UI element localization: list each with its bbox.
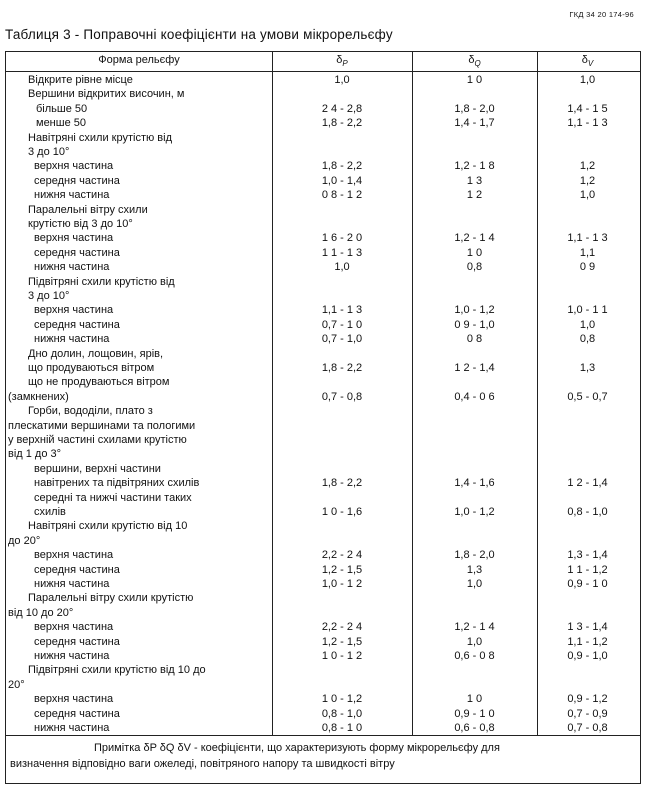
delta-q-value: 0 8	[466, 333, 483, 346]
delta-v-value: 0,9 - 1,0	[567, 650, 608, 662]
table-row	[6, 721, 636, 735]
delta-p-value: 0,8 - 1,0	[321, 707, 363, 720]
delta-v-value: 0,9 - 1,2	[567, 693, 608, 706]
row-label: середня частина	[34, 318, 120, 331]
table-row	[6, 419, 636, 433]
delta-q-value: 1,2 - 1 4	[454, 621, 495, 634]
table-row	[6, 404, 636, 418]
delta-q-value: 1,4 - 1,7	[454, 117, 495, 130]
delta-p-value: 1,2 - 1,5	[321, 563, 363, 576]
table-row	[6, 116, 636, 130]
row-label: верхня частина	[34, 549, 114, 562]
delta-v-value: 1 1 - 1,2	[567, 563, 608, 576]
row-label: від 10 до 20°	[8, 606, 74, 619]
row-label: плескатими вершинами та пологими	[8, 419, 196, 432]
table-row	[6, 577, 636, 591]
delta-q-value: 1,4 - 1,6	[454, 477, 495, 490]
row-label: середня частина	[34, 707, 120, 720]
row-label: схилів	[34, 506, 66, 518]
table-row	[6, 260, 636, 274]
delta-q-value: 1 0	[466, 693, 483, 706]
row-label: 20°	[8, 678, 25, 691]
delta-q-value: 0,6 - 0,8	[454, 722, 495, 734]
table-row	[6, 433, 636, 447]
delta-v-value: 0,8	[579, 333, 596, 346]
row-label: середні та нижчі частини таких	[34, 491, 192, 504]
delta-p-value: 1,1 - 1 3	[321, 304, 363, 317]
delta-p-value: 0,7 - 1,0	[321, 333, 363, 346]
table-row	[6, 246, 636, 260]
row-label: (замкнених)	[8, 390, 69, 403]
table-row	[6, 462, 636, 476]
delta-q-value: 1 2 - 1,4	[454, 362, 495, 374]
row-label: нижня частина	[34, 333, 110, 346]
delta-q-value: 1 3	[466, 174, 483, 187]
delta-v-value: 1,1 - 1,2	[567, 635, 608, 648]
table-row	[6, 347, 636, 361]
table-row	[6, 447, 636, 461]
row-label: від 1 до 3°	[8, 448, 62, 461]
table-title: Таблиця 3 - Поправочні коефіцієнти на умови мікрорельєфу	[5, 27, 393, 42]
delta-p-value: 2,2 - 2 4	[321, 549, 363, 562]
row-label: Навітряні схили крутістю від 10	[28, 520, 188, 533]
row-label: верхня частина	[34, 693, 114, 706]
table-row	[6, 649, 636, 663]
table-row	[6, 159, 636, 173]
delta-v-value: 1,2	[579, 174, 596, 187]
row-label: Паралельні вітру схили крутістю	[28, 592, 194, 605]
delta-v-value: 0 9	[579, 261, 596, 274]
delta-q-value: 1,0	[466, 635, 483, 648]
delta-p-value: 1 0 - 1 2	[321, 650, 363, 662]
delta-v-value: 1,0	[579, 74, 596, 86]
delta-p-value: 0 8 - 1 2	[321, 189, 363, 202]
row-label: Вершини відкритих височин, м	[28, 88, 185, 101]
delta-p-value: 1,0 - 1 2	[321, 578, 363, 590]
table-row	[6, 275, 636, 289]
delta-q-value: 1 0	[466, 74, 483, 86]
delta-q-value: 1 2	[466, 189, 483, 202]
delta-v-value: 0,9 - 1 0	[567, 578, 608, 590]
delta-p-value: 1 0 - 1,6	[321, 506, 363, 518]
delta-v-value: 1,3	[579, 362, 596, 374]
table-row	[6, 707, 636, 721]
coefficients-table	[5, 51, 641, 784]
row-label: Навітряні схили крутістю від	[28, 131, 173, 144]
delta-p-value: 1,0	[334, 261, 350, 274]
delta-q-value: 0,4 - 0 6	[454, 390, 495, 403]
delta-v-value: 1,0 - 1 1	[567, 304, 608, 317]
table-row	[6, 188, 636, 202]
row-label: Паралельні вітру схили	[28, 203, 148, 216]
row-label: Дно долин, лощовин, ярів,	[28, 347, 164, 360]
table-row	[6, 145, 636, 159]
table-row	[6, 361, 636, 375]
delta-p-value: 0,7 - 0,8	[321, 390, 363, 403]
row-label: нижня частина	[34, 578, 110, 590]
delta-p-value: 1,8 - 2,2	[321, 362, 363, 374]
delta-p-value: 2,2 - 2 4	[321, 621, 363, 634]
delta-v-value: 0,7 - 0,9	[567, 707, 608, 720]
delta-p-value: 2 4 - 2,8	[321, 102, 363, 115]
table-row	[6, 318, 636, 332]
delta-v-value: 0,7 - 0,8	[567, 722, 608, 734]
row-label: нижня частина	[34, 722, 110, 734]
delta-p-value: 1 6 - 2 0	[321, 232, 363, 245]
row-label: середня частина	[34, 635, 120, 648]
row-label: нижня частина	[34, 650, 110, 662]
table-row	[6, 591, 636, 605]
table-row	[6, 73, 636, 87]
delta-q-value: 0 9 - 1,0	[454, 318, 495, 331]
row-label: Підвітряні схили крутістю від 10 до	[28, 664, 206, 677]
row-label: що продуваються вітром	[28, 362, 155, 374]
table-row	[6, 390, 636, 404]
delta-p-value: 1,8 - 2,2	[321, 117, 363, 130]
row-label: верхня частина	[34, 160, 114, 173]
table-row	[6, 663, 636, 677]
row-label: Горби, вододіли, плато з	[28, 405, 153, 418]
header-divider	[6, 71, 640, 72]
header-form: Форма рельєфу	[98, 54, 180, 66]
row-label: до 20°	[8, 534, 41, 547]
row-label: більше 50	[36, 102, 88, 115]
table-row	[6, 174, 636, 188]
table-row	[6, 217, 636, 231]
delta-p-value: 1 1 - 1 3	[321, 246, 363, 259]
table-row	[6, 548, 636, 562]
row-label: крутістю від 3 до 10°	[28, 218, 133, 230]
delta-q-value: 1 0	[466, 246, 483, 259]
table-row	[6, 620, 636, 634]
note-line-2: визначення відповідно ваги ожеледі, повітряного напору та швидкості вітру	[10, 758, 395, 770]
row-label: що не продуваються вітром	[28, 376, 170, 389]
delta-v-value: 1,1 - 1 3	[567, 232, 608, 245]
delta-q-value: 1,0 - 1,2	[454, 304, 495, 317]
delta-p-value: 1,2 - 1,5	[321, 635, 363, 648]
delta-q-value: 1,0	[466, 578, 483, 590]
table-row	[6, 534, 636, 548]
table-row	[6, 519, 636, 533]
table-row	[6, 505, 636, 519]
table-row	[6, 692, 636, 706]
table-row	[6, 332, 636, 346]
row-label: менше 50	[36, 117, 86, 130]
table-row	[6, 289, 636, 303]
table-row	[6, 303, 636, 317]
delta-p-value: 0,8 - 1 0	[321, 722, 363, 734]
delta-q-value: 1,0 - 1,2	[454, 506, 495, 518]
table-row	[6, 476, 636, 490]
table-row	[6, 203, 636, 217]
delta-q-value: 1,2 - 1 4	[454, 232, 495, 245]
delta-q-value: 1,3	[466, 563, 483, 576]
table-row	[6, 131, 636, 145]
delta-v-value: 1,4 - 1 5	[567, 102, 608, 115]
delta-v-value: 1,0	[579, 189, 596, 202]
header-delta-q: $\delta_Q$	[468, 54, 481, 69]
row-label: у верхній частині схилами крутістю	[8, 434, 187, 446]
delta-v-value: 1 3 - 1,4	[567, 621, 608, 634]
header-delta-v: $\delta_V$	[581, 54, 594, 69]
row-label: вершини, верхні частини	[34, 462, 161, 475]
delta-p-value: 1,8 - 2,2	[321, 477, 363, 490]
row-label: верхня частина	[34, 232, 114, 245]
row-label: 3 до 10°	[28, 146, 70, 158]
row-label: 3 до 10°	[28, 290, 70, 302]
table-row	[6, 635, 636, 649]
delta-q-value: 1,8 - 2,0	[454, 549, 495, 562]
row-label: навітрених та підвітряних схилів	[34, 477, 200, 490]
row-label: Підвітряні схили крутістю від	[28, 275, 175, 288]
delta-q-value: 1,2 - 1 8	[454, 160, 495, 173]
row-label: нижня частина	[34, 261, 110, 274]
delta-p-value: 1 0 - 1,2	[321, 693, 363, 706]
delta-v-value: 1,2	[579, 160, 596, 173]
table-row	[6, 491, 636, 505]
document-code: ГКД 34 20 174-96	[569, 10, 634, 19]
row-label: середня частина	[34, 563, 120, 576]
delta-v-value: 1,3 - 1,4	[567, 549, 608, 562]
delta-p-value: 0,7 - 1 0	[321, 318, 363, 331]
delta-q-value: 0,6 - 0 8	[454, 650, 495, 662]
row-label: верхня частина	[34, 621, 114, 634]
delta-v-value: 0,5 - 0,7	[567, 390, 608, 403]
table-row	[6, 563, 636, 577]
delta-q-value: 0,9 - 1 0	[454, 707, 495, 720]
note-line-1: Примітка δP δQ δV - коефіцієнти, що характеризують форму мікрорельєфу для	[94, 742, 500, 754]
delta-p-value: 1,0	[334, 74, 350, 86]
delta-p-value: 1,0 - 1,4	[321, 174, 363, 187]
table-row	[6, 231, 636, 245]
delta-p-value: 1,8 - 2,2	[321, 160, 363, 173]
delta-q-value: 1,8 - 2,0	[454, 102, 495, 115]
header-delta-p: $\delta_P$	[336, 54, 348, 69]
delta-v-value: 1,1	[579, 246, 596, 259]
table-row	[6, 678, 636, 692]
table-row	[6, 87, 636, 101]
delta-v-value: 1,1 - 1 3	[567, 117, 608, 130]
table-note	[10, 740, 632, 772]
delta-v-value: 0,8 - 1,0	[567, 506, 608, 518]
delta-v-value: 1 2 - 1,4	[567, 477, 608, 490]
row-label: верхня частина	[34, 304, 114, 317]
table-row	[6, 102, 636, 116]
row-label: середня частина	[34, 246, 120, 259]
row-label: середня частина	[34, 174, 120, 187]
table-row	[6, 375, 636, 389]
table-row	[6, 606, 636, 620]
row-label: Відкрите рівне місце	[28, 74, 133, 86]
delta-q-value: 0,8	[466, 261, 483, 274]
row-label: нижня частина	[34, 189, 110, 202]
delta-v-value: 1,0	[579, 318, 596, 331]
